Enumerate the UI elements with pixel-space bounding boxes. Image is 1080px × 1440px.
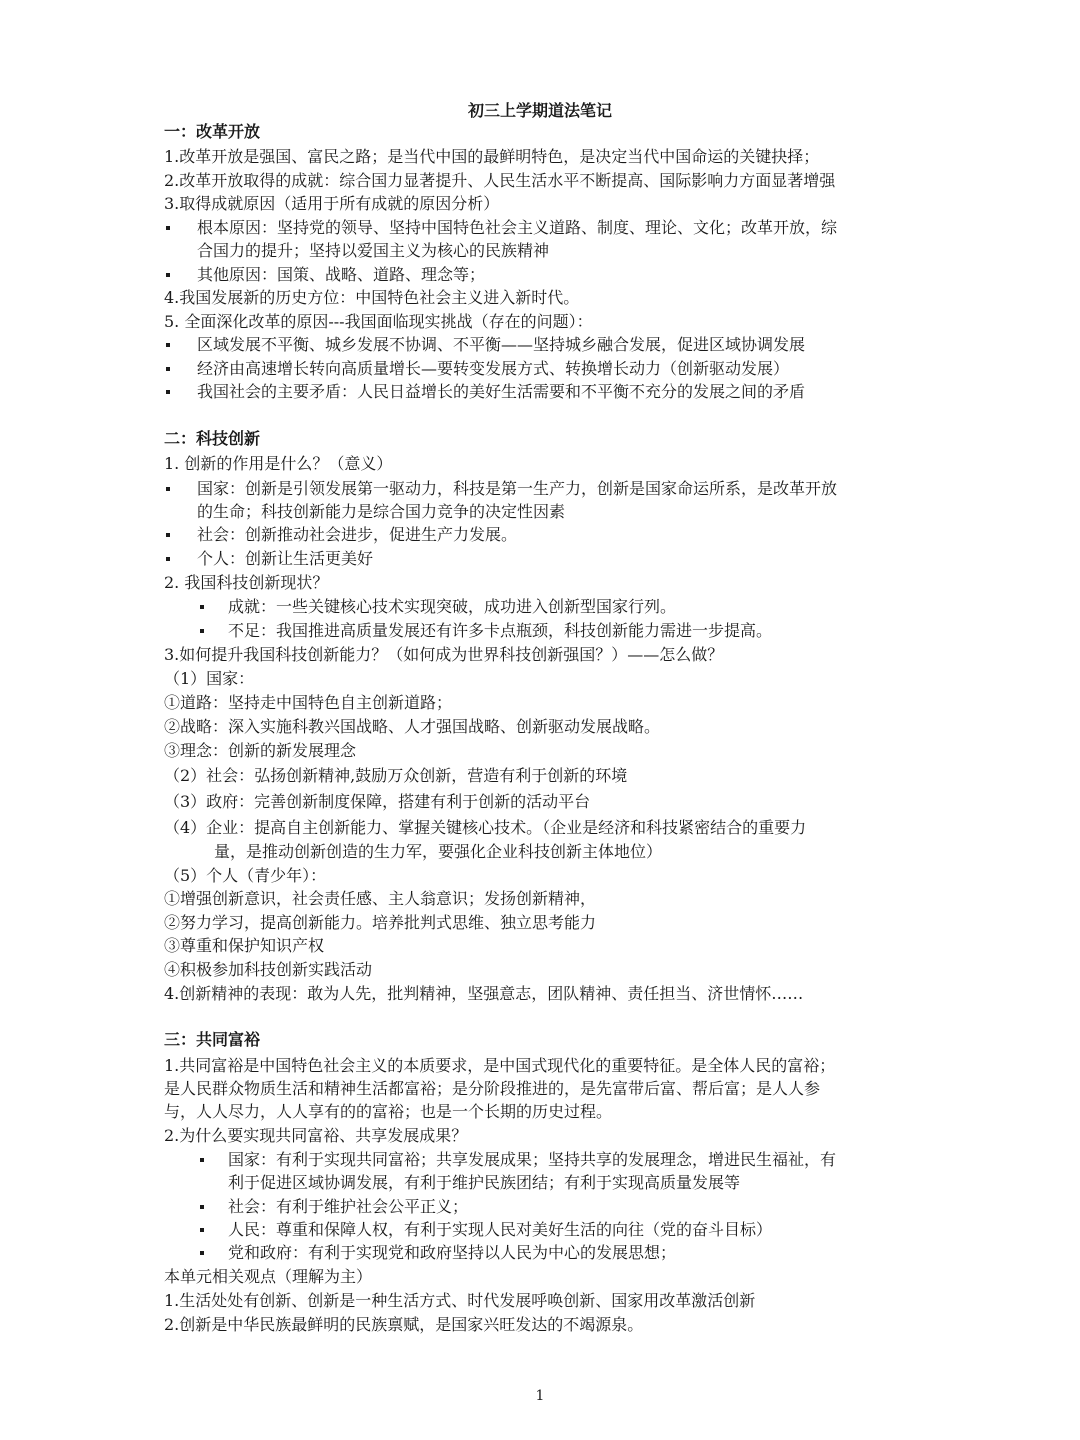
text-line: （2）社会：弘扬创新精神,鼓励万众创新，营造有利于创新的环境 [164,766,628,785]
text-line: （5）个人（青少年）： [164,866,327,885]
section-heading: 二：科技创新 [164,429,261,448]
text-line: 2.创新是中华民族最鲜明的民族禀赋，是国家兴旺发达的不竭源泉。 [164,1315,644,1334]
page-number: 1 [535,1388,545,1404]
text-line: ①道路：坚持走中国特色自主创新道路； [164,693,453,712]
text-line: ③尊重和保护知识产权 [164,936,325,955]
bullet-item: 经济由高速增长转向高质量增长—要转变发展方式、转换增长动力（创新驱动发展） [197,358,977,380]
bullet-item: 国家：创新是引领发展第一驱动力，科技是第一生产力，创新是国家命运所系，是改革开放 [197,478,977,500]
bullet-item: 不足：我国推进高质量发展还有许多卡点瓶颈，科技创新能力需进一步提高。 [228,620,1008,642]
text-line: ①增强创新意识，社会责任感、主人翁意识；发扬创新精神， [164,889,597,908]
text-line: 的生命；科技创新能力是综合国力竞争的决定性因素 [197,502,566,521]
text-line: ③理念：创新的新发展理念 [164,741,357,760]
text-line: 3.如何提升我国科技创新能力？（如何成为世界科技创新强国？）——怎么做？ [164,645,724,664]
section-heading: 三：共同富裕 [164,1030,261,1049]
text-line: ②战略：深入实施科教兴国战略、人才强国战略、创新驱动发展战略。 [164,717,661,736]
text-line: ②努力学习，提高创新能力。培养批判式思维、独立思考能力 [164,913,597,932]
text-line: 2.改革开放取得的成就：综合国力显著提升、人民生活水平不断提高、国际影响力方面显著增强 [164,171,836,190]
text-line: （1）国家： [164,669,255,688]
text-line: （3）政府：完善创新制度保障，搭建有利于创新的活动平台 [164,792,591,811]
page-title: 初三上学期道法笔记 [467,101,612,120]
text-line: 1.改革开放是强国、富民之路；是当代中国的最鲜明特色，是决定当代中国命运的关键抉择； [164,147,820,166]
bullet-item: 人民：尊重和保障人权，有利于实现人民对美好生活的向往（党的奋斗目标） [228,1219,1008,1241]
text-line: 2.为什么要实现共同富裕、共享发展成果？ [164,1126,468,1145]
text-line: （4）企业：提高自主创新能力、掌握关键核心技术。（企业是经济和科技紧密结合的重要力 [164,818,807,837]
bullet-item: 党和政府：有利于实现党和政府坚持以人民为中心的发展思想； [228,1242,1008,1264]
text-line: 量，是推动创新创造的生力军，要强化企业科技创新主体地位） [214,842,663,861]
bullet-item: 其他原因：国策、战略、道路、理念等； [197,264,977,286]
text-line: 利于促进区域协调发展，有利于维护民族团结；有利于实现高质量发展等 [228,1173,741,1192]
text-line: 4.我国发展新的历史方位：中国特色社会主义进入新时代。 [164,288,580,307]
bullet-item: 区域发展不平衡、城乡发展不协调、不平衡——坚持城乡融合发展，促进区域协调发展 [197,334,977,356]
text-line: 5. 全面深化改革的原因---我国面临现实挑战（存在的问题）： [164,312,593,331]
section-heading: 一：改革开放 [164,122,261,141]
text-line: 与，人人尽力，人人享有的的富裕；也是一个长期的历史过程。 [164,1102,613,1121]
text-line: 1. 创新的作用是什么？（意义） [164,454,393,473]
text-line: 1.共同富裕是中国特色社会主义的本质要求，是中国式现代化的重要特征。是全体人民的富裕； [164,1056,836,1075]
bullet-item: 个人：创新让生活更美好 [197,548,977,570]
text-line: ④积极参加科技创新实践活动 [164,960,373,979]
text-line: 是人民群众物质生活和精神生活都富裕；是分阶段推进的，是先富带后富、帮后富；是人人参 [164,1079,821,1098]
bullet-item: 社会：创新推动社会进步，促进生产力发展。 [197,524,977,546]
text-line: 3.取得成就原因（适用于所有成就的原因分析） [164,194,500,213]
text-line: 本单元相关观点（理解为主） [164,1267,373,1286]
text-line: 4.创新精神的表现：敢为人先，批判精神，坚强意志，团队精神、责任担当、济世情怀…… [164,984,804,1003]
text-line: 合国力的提升；坚持以爱国主义为核心的民族精神 [197,241,550,260]
text-line: 1.生活处处有创新、创新是一种生活方式、时代发展呼唤创新、国家用改革激活创新 [164,1291,756,1310]
bullet-item: 国家：有利于实现共同富裕；共享发展成果；坚持共享的发展理念，增进民生福祉，有 [228,1149,1008,1171]
bullet-item: 社会：有利于维护社会公平正义； [228,1196,1008,1218]
bullet-item: 成就：一些关键核心技术实现突破，成功进入创新型国家行列。 [228,596,1008,618]
text-line: 2. 我国科技创新现状？ [164,573,329,592]
bullet-item: 根本原因：坚持党的领导、坚持中国特色社会主义道路、制度、理论、文化；改革开放，综 [197,217,977,239]
bullet-item: 我国社会的主要矛盾：人民日益增长的美好生活需要和不平衡不充分的发展之间的矛盾 [197,381,977,403]
